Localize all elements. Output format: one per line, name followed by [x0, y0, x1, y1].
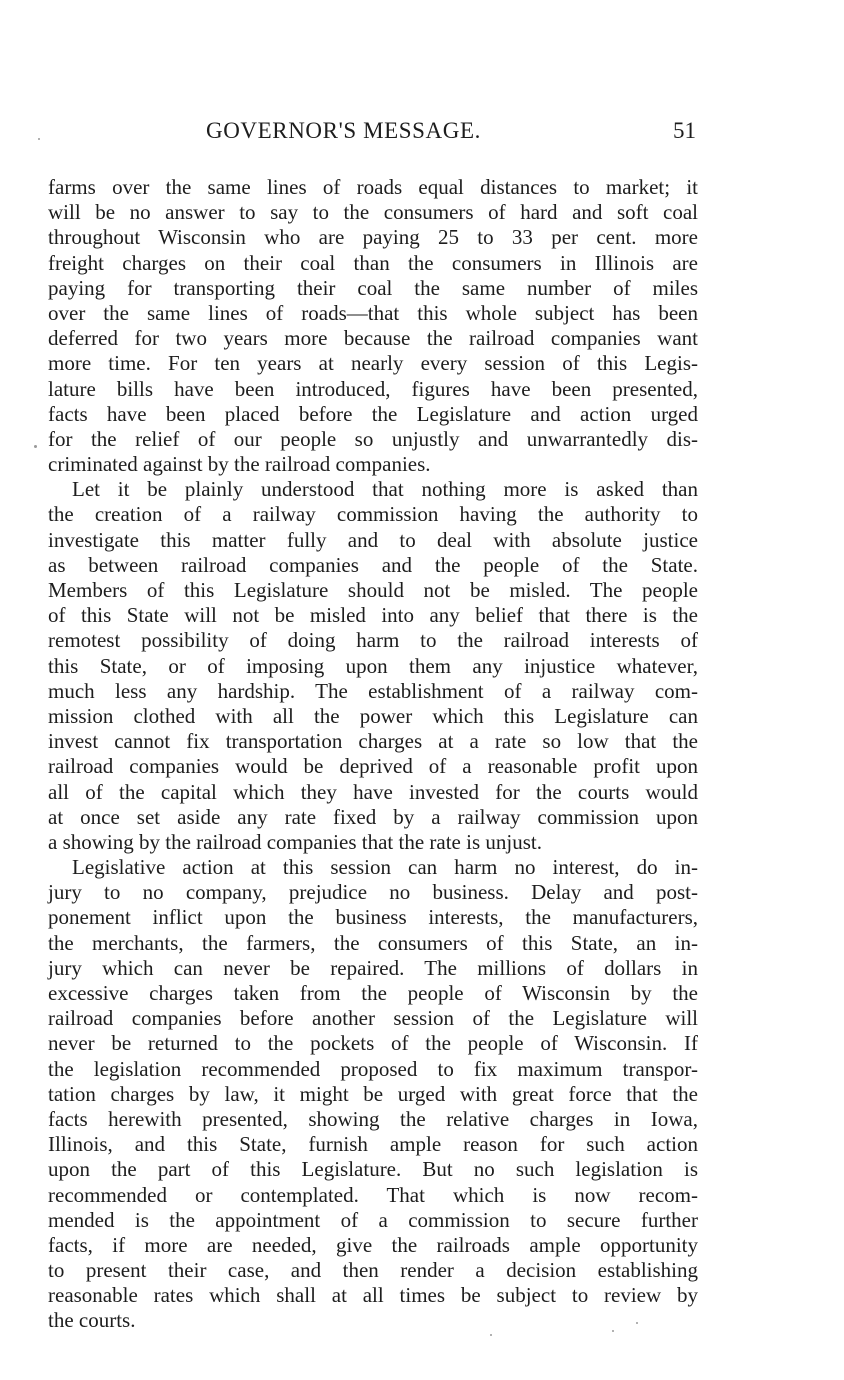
text-line: to present their case, and then render a decision establishing: [48, 1258, 698, 1283]
text-line: deferred for two years more because the railroad companies want: [48, 326, 698, 351]
text-line: a showing by the railroad companies that the rate is unjust.: [48, 829, 542, 854]
text-line: the creation of a railway commission having the authority to: [48, 502, 698, 527]
text-line: much less any hardship. The establishment of a railway com-: [48, 678, 698, 703]
text-line: facts herewith presented, showing the relative charges in Iowa,: [48, 1106, 698, 1131]
running-title: GOVERNOR'S MESSAGE.: [206, 118, 481, 143]
text-line: Illinois, and this State, furnish ample reason for such action: [48, 1132, 698, 1157]
text-line: freight charges on their coal than the consumers in Illinois are: [48, 250, 698, 275]
text-line: throughout Wisconsin who are paying 25 to 33 per cent. more: [48, 225, 698, 250]
page-header: [48, 118, 696, 152]
text-line: will be no answer to say to the consumers of hard and soft coal: [48, 200, 698, 225]
text-line: lature bills have been introduced, figures have been presented,: [48, 376, 698, 401]
text-line: farms over the same lines of roads equal distances to market; it: [48, 175, 698, 199]
scan-speck: [38, 138, 40, 140]
paragraph: [48, 175, 698, 477]
text-line: jury which can never be repaired. The millions of dollars in: [48, 955, 698, 980]
text-line: tation charges by law, it might be urged with great force that the: [48, 1081, 698, 1106]
text-line: at once set aside any rate fixed by a railway commission upon: [48, 804, 698, 829]
text-line: upon the part of this Legislature. But no such legislation is: [48, 1157, 698, 1182]
text-line: the merchants, the farmers, the consumers of this State, an in-: [48, 930, 698, 955]
text-line: all of the capital which they have invested for the courts would: [48, 779, 698, 804]
text-line: the courts.: [48, 1308, 136, 1333]
text-line: remotest possibility of doing harm to the railroad interests of: [48, 628, 698, 653]
text-line: criminated against by the railroad companies.: [48, 452, 431, 477]
text-line: more time. For ten years at nearly every session of this Legis-: [48, 351, 698, 376]
text-line: Let it be plainly understood that nothing more is asked than: [72, 477, 698, 502]
text-line: over the same lines of roads—that this whole subject has been: [48, 300, 698, 325]
text-line: facts, if more are needed, give the railroads ample opportunity: [48, 1232, 698, 1257]
text-line: the legislation recommended proposed to fix maximum transpor-: [48, 1056, 698, 1081]
text-line: Legislative action at this session can harm no interest, do in-: [72, 855, 698, 880]
text-line: Members of this Legislature should not be misled. The people: [48, 578, 698, 602]
body-text: [48, 175, 698, 1334]
text-line: recommended or contemplated. That which is now recom-: [48, 1182, 698, 1207]
text-line: investigate this matter fully and to deal with absolute justice: [48, 527, 698, 552]
paragraph: [48, 855, 698, 1334]
text-line: this State, or of imposing upon them any injustice whatever,: [48, 653, 698, 678]
text-line: mended is the appointment of a commission to secure further: [48, 1207, 698, 1232]
text-line: reasonable rates which shall at all times be subject to review by: [48, 1283, 698, 1308]
page-number: 51: [673, 118, 696, 143]
scan-speck: [612, 1330, 614, 1332]
text-line: paying for transporting their coal the same number of miles: [48, 275, 698, 300]
scan-speck: [636, 1322, 638, 1324]
text-line: ponement inflict upon the business interests, the manufacturers,: [48, 905, 698, 930]
text-line: railroad companies before another session of the Legislature will: [48, 1006, 698, 1031]
text-line: of this State will not be misled into any belief that there is the: [48, 603, 698, 628]
text-line: as between railroad companies and the people of the State.: [48, 552, 698, 577]
paragraph: [48, 477, 698, 855]
text-line: railroad companies would be deprived of a reasonable profit upon: [48, 754, 698, 779]
text-line: facts have been placed before the Legislature and action urged: [48, 401, 698, 426]
text-line: for the relief of our people so unjustly and unwarrantedly dis-: [48, 426, 698, 451]
text-line: jury to no company, prejudice no business. Delay and post-: [48, 880, 698, 905]
scan-speck: [490, 1334, 492, 1336]
text-line: mission clothed with all the power which this Legislature can: [48, 703, 698, 728]
text-line: excessive charges taken from the people of Wisconsin by the: [48, 981, 698, 1005]
text-line: never be returned to the pockets of the people of Wisconsin. If: [48, 1031, 698, 1056]
text-line: invest cannot fix transportation charges at a rate so low that the: [48, 729, 698, 754]
scan-speck: [34, 445, 37, 448]
